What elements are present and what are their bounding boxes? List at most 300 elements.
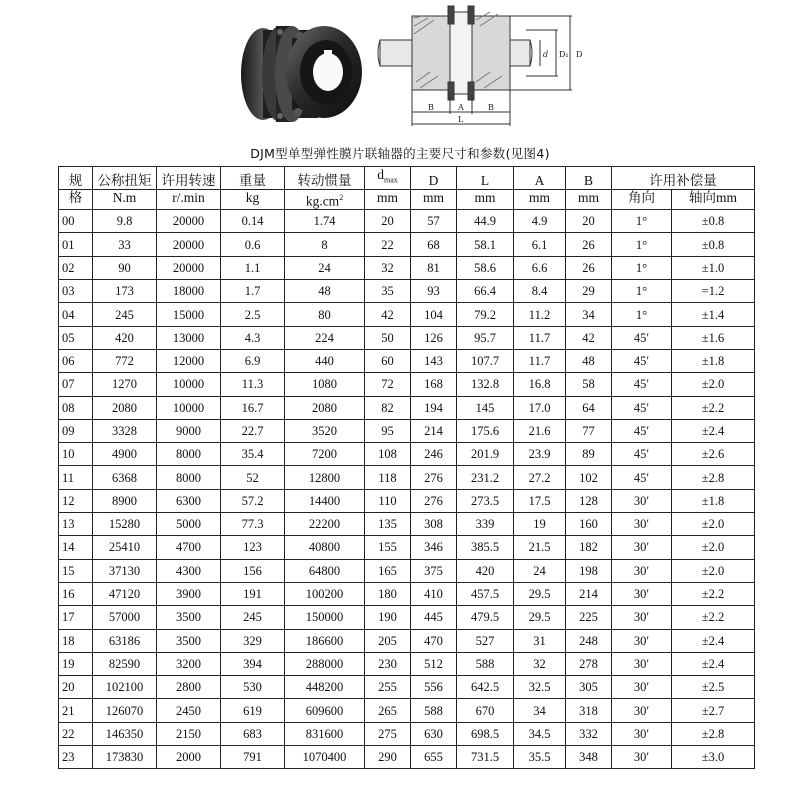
dim-label-d-outer: D	[576, 50, 583, 59]
cell-axial: ±2.8	[672, 722, 755, 745]
cell-angular: 30′	[612, 582, 672, 605]
cell-torque: 9.8	[93, 210, 157, 233]
cell-torque: 420	[93, 326, 157, 349]
cell-inertia: 288000	[285, 652, 365, 675]
cell-axial: ±2.2	[672, 606, 755, 629]
cell-l: 107.7	[457, 349, 514, 372]
cell-l: 175.6	[457, 419, 514, 442]
cell-speed: 20000	[157, 210, 221, 233]
cell-b: 160	[566, 513, 612, 536]
header-row-2	[59, 189, 755, 210]
cell-angular: 30′	[612, 699, 672, 722]
cell-b: 348	[566, 746, 612, 769]
cell-b: 26	[566, 233, 612, 256]
cell-code: 00	[59, 210, 93, 233]
cell-a: 29.5	[514, 606, 566, 629]
cell-b: 198	[566, 559, 612, 582]
cell-b: 128	[566, 489, 612, 512]
cell-torque: 63186	[93, 629, 157, 652]
cell-weight: 1.7	[221, 280, 285, 303]
header-inertia-unit-sup: 2	[339, 192, 344, 202]
cell-axial: ±1.4	[672, 303, 755, 326]
cell-inertia: 609600	[285, 699, 365, 722]
cell-a: 29.5	[514, 582, 566, 605]
cell-dmax: 290	[365, 746, 411, 769]
cell-torque: 6368	[93, 466, 157, 489]
cell-dmax: 265	[365, 699, 411, 722]
cell-inertia: 100200	[285, 582, 365, 605]
cell-torque: 173	[93, 280, 157, 303]
cell-code: 12	[59, 489, 93, 512]
cell-angular: 30′	[612, 629, 672, 652]
cell-a: 34.5	[514, 722, 566, 745]
cell-speed: 2000	[157, 746, 221, 769]
cell-weight: 245	[221, 606, 285, 629]
cell-l: 273.5	[457, 489, 514, 512]
table-row	[59, 373, 755, 396]
cell-torque: 146350	[93, 722, 157, 745]
cell-inertia: 80	[285, 303, 365, 326]
cell-a: 19	[514, 513, 566, 536]
cell-dmax: 72	[365, 373, 411, 396]
cell-torque: 126070	[93, 699, 157, 722]
cell-angular: 45′	[612, 419, 672, 442]
dim-label-d1: D₁	[559, 50, 569, 59]
table-row	[59, 466, 755, 489]
spec-table-body	[59, 210, 755, 769]
header-weight: 重量	[221, 167, 285, 190]
cell-b: 64	[566, 396, 612, 419]
cell-angular: 45′	[612, 443, 672, 466]
cell-weight: 11.3	[221, 373, 285, 396]
cell-torque: 3328	[93, 419, 157, 442]
cell-angular: 45′	[612, 466, 672, 489]
cell-axial: ±2.0	[672, 513, 755, 536]
cell-code: 10	[59, 443, 93, 466]
cell-code: 01	[59, 233, 93, 256]
cell-weight: 619	[221, 699, 285, 722]
cell-dmax: 155	[365, 536, 411, 559]
cell-dmax: 50	[365, 326, 411, 349]
cell-inertia: 831600	[285, 722, 365, 745]
cell-speed: 4300	[157, 559, 221, 582]
cell-angular: 30′	[612, 746, 672, 769]
cell-code: 22	[59, 722, 93, 745]
table-row	[59, 303, 755, 326]
cell-weight: 16.7	[221, 396, 285, 419]
cell-d: 655	[411, 746, 457, 769]
cell-axial: =1.2	[672, 280, 755, 303]
cell-a: 17.0	[514, 396, 566, 419]
dim-label-a: A	[458, 103, 464, 112]
cell-dmax: 118	[365, 466, 411, 489]
cell-axial: ±2.2	[672, 582, 755, 605]
header-a: A	[514, 167, 566, 190]
cell-inertia: 150000	[285, 606, 365, 629]
cell-torque: 245	[93, 303, 157, 326]
table-row	[59, 513, 755, 536]
header-compensation: 许用补偿量	[612, 167, 755, 190]
header-speed-unit: r/.min	[157, 189, 221, 210]
cell-l: 58.6	[457, 256, 514, 279]
cell-code: 18	[59, 629, 93, 652]
cell-dmax: 165	[365, 559, 411, 582]
cell-d: 168	[411, 373, 457, 396]
cell-a: 27.2	[514, 466, 566, 489]
cell-torque: 772	[93, 349, 157, 372]
cell-l: 698.5	[457, 722, 514, 745]
cell-angular: 30′	[612, 676, 672, 699]
cell-axial: ±3.0	[672, 746, 755, 769]
cell-l: 231.2	[457, 466, 514, 489]
cell-weight: 156	[221, 559, 285, 582]
cell-a: 11.2	[514, 303, 566, 326]
cell-inertia: 14400	[285, 489, 365, 512]
cell-inertia: 12800	[285, 466, 365, 489]
cell-weight: 0.6	[221, 233, 285, 256]
cell-dmax: 108	[365, 443, 411, 466]
header-torque-unit: N.m	[93, 189, 157, 210]
cell-torque: 173830	[93, 746, 157, 769]
cell-code: 08	[59, 396, 93, 419]
header-d-unit: mm	[411, 189, 457, 210]
cell-angular: 1°	[612, 280, 672, 303]
cell-d: 194	[411, 396, 457, 419]
cell-speed: 12000	[157, 349, 221, 372]
cell-d: 346	[411, 536, 457, 559]
cell-b: 29	[566, 280, 612, 303]
cell-axial: ±0.8	[672, 210, 755, 233]
cell-a: 34	[514, 699, 566, 722]
cell-d: 143	[411, 349, 457, 372]
cell-l: 145	[457, 396, 514, 419]
cell-dmax: 82	[365, 396, 411, 419]
cell-angular: 45′	[612, 326, 672, 349]
cell-l: 642.5	[457, 676, 514, 699]
cell-inertia: 2080	[285, 396, 365, 419]
cell-angular: 45′	[612, 396, 672, 419]
header-spec-2: 格	[59, 189, 93, 210]
table-row	[59, 419, 755, 442]
cell-speed: 3500	[157, 606, 221, 629]
cell-l: 420	[457, 559, 514, 582]
cell-a: 6.1	[514, 233, 566, 256]
cell-speed: 2450	[157, 699, 221, 722]
cell-angular: 1°	[612, 256, 672, 279]
table-row	[59, 280, 755, 303]
cell-weight: 191	[221, 582, 285, 605]
cell-axial: ±0.8	[672, 233, 755, 256]
cell-speed: 20000	[157, 256, 221, 279]
cell-speed: 15000	[157, 303, 221, 326]
cell-dmax: 32	[365, 256, 411, 279]
cell-torque: 2080	[93, 396, 157, 419]
cell-l: 731.5	[457, 746, 514, 769]
cell-a: 32.5	[514, 676, 566, 699]
cell-inertia: 1.74	[285, 210, 365, 233]
cell-angular: 1°	[612, 210, 672, 233]
cell-inertia: 186600	[285, 629, 365, 652]
cell-a: 35.5	[514, 746, 566, 769]
cell-speed: 2800	[157, 676, 221, 699]
table-row	[59, 396, 755, 419]
cell-b: 48	[566, 349, 612, 372]
cell-inertia: 8	[285, 233, 365, 256]
cell-code: 06	[59, 349, 93, 372]
cell-speed: 13000	[157, 326, 221, 349]
cell-b: 34	[566, 303, 612, 326]
cell-dmax: 60	[365, 349, 411, 372]
cell-a: 32	[514, 652, 566, 675]
table-row	[59, 676, 755, 699]
cell-d: 68	[411, 233, 457, 256]
cell-code: 05	[59, 326, 93, 349]
cell-angular: 30′	[612, 489, 672, 512]
cell-a: 4.9	[514, 210, 566, 233]
cell-inertia: 1070400	[285, 746, 365, 769]
cell-l: 670	[457, 699, 514, 722]
cell-code: 11	[59, 466, 93, 489]
cell-speed: 9000	[157, 419, 221, 442]
cell-inertia: 48	[285, 280, 365, 303]
cell-torque: 82590	[93, 652, 157, 675]
cell-speed: 2150	[157, 722, 221, 745]
cell-code: 17	[59, 606, 93, 629]
cell-angular: 45′	[612, 373, 672, 396]
cell-speed: 6300	[157, 489, 221, 512]
cell-b: 278	[566, 652, 612, 675]
header-d: D	[411, 167, 457, 190]
table-row	[59, 233, 755, 256]
cell-dmax: 110	[365, 489, 411, 512]
cell-code: 02	[59, 256, 93, 279]
header-l: L	[457, 167, 514, 190]
cell-angular: 1°	[612, 233, 672, 256]
cell-speed: 8000	[157, 443, 221, 466]
coupling-photo	[218, 8, 368, 133]
cell-torque: 47120	[93, 582, 157, 605]
cell-d: 308	[411, 513, 457, 536]
cell-speed: 10000	[157, 373, 221, 396]
cell-dmax: 275	[365, 722, 411, 745]
cell-dmax: 35	[365, 280, 411, 303]
cell-l: 132.8	[457, 373, 514, 396]
cell-weight: 2.5	[221, 303, 285, 326]
cell-weight: 52	[221, 466, 285, 489]
cell-dmax: 180	[365, 582, 411, 605]
cell-inertia: 7200	[285, 443, 365, 466]
cell-torque: 1270	[93, 373, 157, 396]
cell-inertia: 40800	[285, 536, 365, 559]
table-row	[59, 699, 755, 722]
cell-dmax: 20	[365, 210, 411, 233]
header-a-unit: mm	[514, 189, 566, 210]
cell-code: 19	[59, 652, 93, 675]
cell-inertia: 22200	[285, 513, 365, 536]
cell-d: 276	[411, 466, 457, 489]
cell-weight: 394	[221, 652, 285, 675]
cell-inertia: 448200	[285, 676, 365, 699]
cell-d: 126	[411, 326, 457, 349]
table-row	[59, 489, 755, 512]
header-row-1	[59, 167, 755, 190]
header-axial: 轴向mm	[672, 189, 755, 210]
cell-b: 248	[566, 629, 612, 652]
cell-b: 332	[566, 722, 612, 745]
cell-d: 81	[411, 256, 457, 279]
cell-d: 410	[411, 582, 457, 605]
cell-angular: 30′	[612, 513, 672, 536]
table-row	[59, 746, 755, 769]
cell-b: 214	[566, 582, 612, 605]
cell-axial: ±2.7	[672, 699, 755, 722]
table-row	[59, 722, 755, 745]
cell-l: 339	[457, 513, 514, 536]
table-row	[59, 326, 755, 349]
cell-weight: 329	[221, 629, 285, 652]
cell-weight: 791	[221, 746, 285, 769]
cell-l: 79.2	[457, 303, 514, 326]
table-row	[59, 606, 755, 629]
cell-weight: 683	[221, 722, 285, 745]
cell-dmax: 205	[365, 629, 411, 652]
cell-axial: ±2.4	[672, 652, 755, 675]
cell-inertia: 1080	[285, 373, 365, 396]
cell-speed: 10000	[157, 396, 221, 419]
cell-d: 588	[411, 699, 457, 722]
cell-speed: 3900	[157, 582, 221, 605]
cell-code: 03	[59, 280, 93, 303]
cell-axial: ±2.8	[672, 466, 755, 489]
cell-l: 527	[457, 629, 514, 652]
header-inertia: 转动惯量	[285, 167, 365, 190]
cell-weight: 77.3	[221, 513, 285, 536]
header-dmax-symbol: d	[377, 167, 384, 182]
cell-a: 6.6	[514, 256, 566, 279]
cell-a: 8.4	[514, 280, 566, 303]
dim-label-b-right: B	[488, 103, 494, 112]
cell-l: 385.5	[457, 536, 514, 559]
header-angular: 角向	[612, 189, 672, 210]
cell-d: 214	[411, 419, 457, 442]
cell-weight: 530	[221, 676, 285, 699]
dim-label-l: L	[458, 115, 464, 124]
cell-b: 305	[566, 676, 612, 699]
cell-dmax: 230	[365, 652, 411, 675]
cell-weight: 0.14	[221, 210, 285, 233]
cell-weight: 35.4	[221, 443, 285, 466]
cell-weight: 123	[221, 536, 285, 559]
cell-dmax: 42	[365, 303, 411, 326]
table-row	[59, 210, 755, 233]
cell-b: 102	[566, 466, 612, 489]
cell-b: 225	[566, 606, 612, 629]
cell-d: 630	[411, 722, 457, 745]
cell-torque: 8900	[93, 489, 157, 512]
cell-axial: ±2.2	[672, 396, 755, 419]
cell-dmax: 255	[365, 676, 411, 699]
cell-axial: ±1.8	[672, 349, 755, 372]
header-spec: 规	[59, 167, 93, 190]
cell-l: 95.7	[457, 326, 514, 349]
cell-torque: 90	[93, 256, 157, 279]
cell-a: 17.5	[514, 489, 566, 512]
cell-angular: 30′	[612, 652, 672, 675]
cell-axial: ±2.0	[672, 373, 755, 396]
header-torque: 公称扭矩	[93, 167, 157, 190]
cell-d: 104	[411, 303, 457, 326]
cell-a: 24	[514, 559, 566, 582]
cell-a: 31	[514, 629, 566, 652]
cell-torque: 33	[93, 233, 157, 256]
cell-b: 20	[566, 210, 612, 233]
cell-weight: 22.7	[221, 419, 285, 442]
header-b-unit: mm	[566, 189, 612, 210]
cell-d: 512	[411, 652, 457, 675]
cell-code: 07	[59, 373, 93, 396]
cell-angular: 30′	[612, 606, 672, 629]
cell-weight: 4.3	[221, 326, 285, 349]
cell-speed: 8000	[157, 466, 221, 489]
cell-inertia: 224	[285, 326, 365, 349]
cell-axial: ±1.6	[672, 326, 755, 349]
cell-a: 11.7	[514, 326, 566, 349]
cell-d: 246	[411, 443, 457, 466]
cell-l: 457.5	[457, 582, 514, 605]
cell-speed: 3200	[157, 652, 221, 675]
cell-angular: 45′	[612, 349, 672, 372]
cell-weight: 57.2	[221, 489, 285, 512]
cell-dmax: 22	[365, 233, 411, 256]
cell-speed: 5000	[157, 513, 221, 536]
cell-l: 58.1	[457, 233, 514, 256]
cell-speed: 20000	[157, 233, 221, 256]
cell-torque: 57000	[93, 606, 157, 629]
cell-axial: ±2.0	[672, 536, 755, 559]
cell-code: 20	[59, 676, 93, 699]
coupling-section-drawing	[376, 2, 590, 134]
cell-weight: 1.1	[221, 256, 285, 279]
cell-angular: 1°	[612, 303, 672, 326]
cell-d: 276	[411, 489, 457, 512]
cell-d: 470	[411, 629, 457, 652]
cell-b: 182	[566, 536, 612, 559]
cell-d: 556	[411, 676, 457, 699]
cell-torque: 37130	[93, 559, 157, 582]
header-weight-unit: kg	[221, 189, 285, 210]
cell-b: 58	[566, 373, 612, 396]
cell-code: 14	[59, 536, 93, 559]
cell-a: 11.7	[514, 349, 566, 372]
cell-angular: 30′	[612, 536, 672, 559]
cell-code: 13	[59, 513, 93, 536]
spec-table	[58, 166, 755, 769]
header-inertia-unit	[285, 189, 365, 210]
table-row	[59, 443, 755, 466]
cell-inertia: 3520	[285, 419, 365, 442]
cell-d: 93	[411, 280, 457, 303]
cell-b: 318	[566, 699, 612, 722]
cell-weight: 6.9	[221, 349, 285, 372]
cell-speed: 18000	[157, 280, 221, 303]
cell-d: 57	[411, 210, 457, 233]
cell-code: 16	[59, 582, 93, 605]
cell-d: 445	[411, 606, 457, 629]
cell-speed: 4700	[157, 536, 221, 559]
table-row	[59, 629, 755, 652]
cell-torque: 25410	[93, 536, 157, 559]
cell-code: 04	[59, 303, 93, 326]
